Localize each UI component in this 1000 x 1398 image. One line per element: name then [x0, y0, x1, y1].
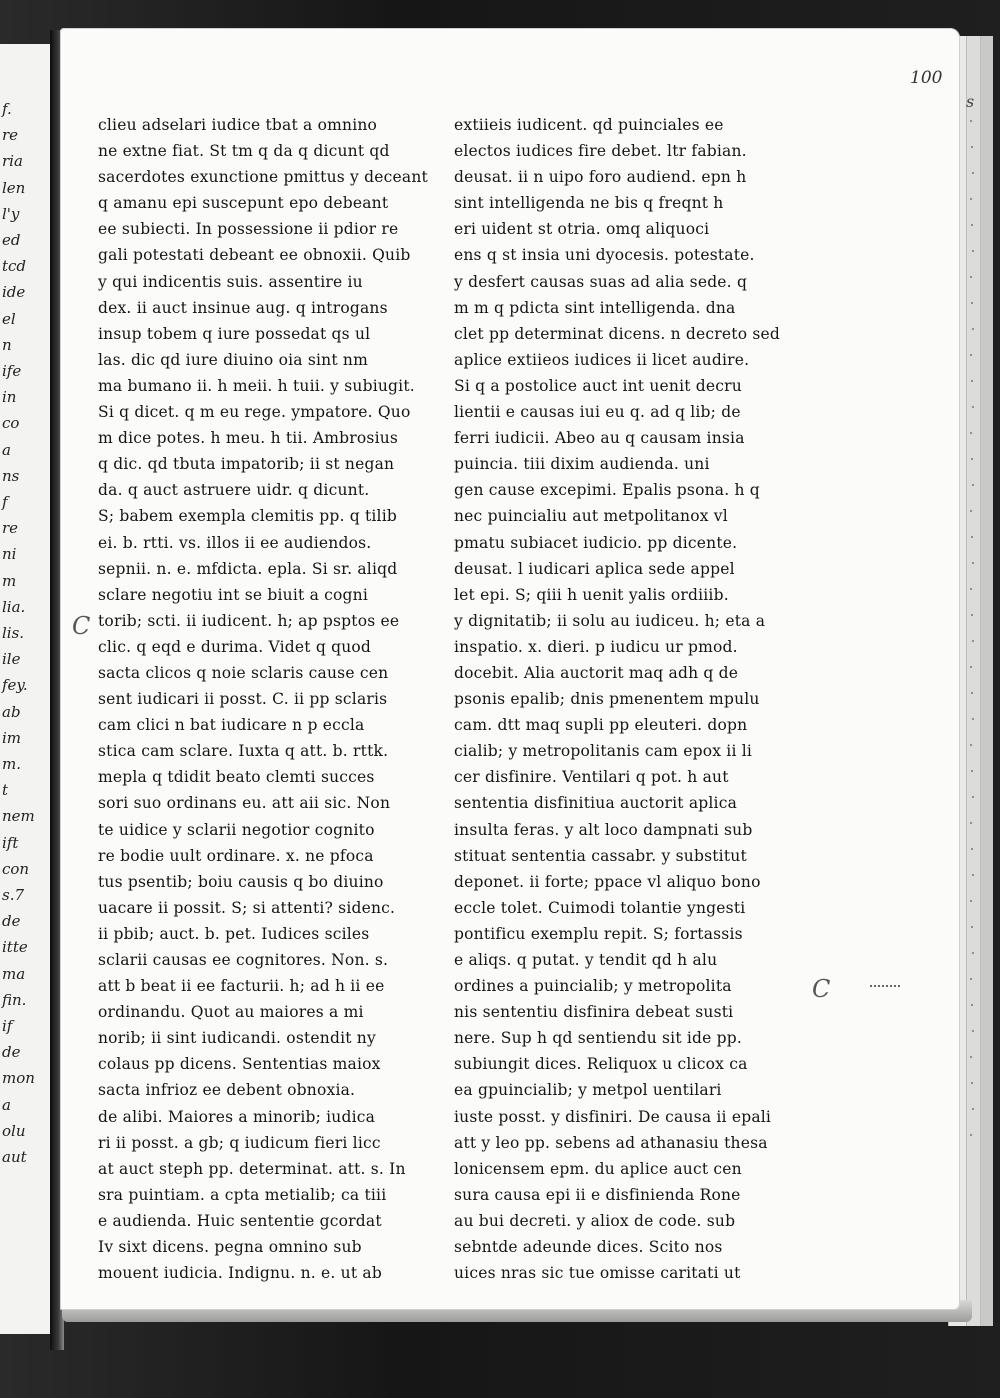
left-page-fragment: ife: [2, 362, 22, 380]
ruling-prick: [970, 276, 972, 278]
text-line: deponet. ii forte; ppace vl aliquo bono: [454, 872, 761, 891]
text-line: sacta clicos q noie sclaris cause cen: [98, 663, 389, 682]
text-line: att b beat ii ee facturii. h; ad h ii ee: [98, 977, 385, 996]
ruling-prick: [972, 1030, 974, 1032]
left-page-fragment: mon: [2, 1069, 35, 1088]
ruling-prick: [970, 510, 972, 512]
text-line: stituat sententia cassabr. y substitut: [454, 846, 747, 865]
ruling-prick: [970, 198, 972, 200]
ruling-prick: [970, 822, 972, 824]
text-line: sura causa epi ii e disfinienda Rone: [454, 1185, 741, 1204]
ruling-prick: [972, 562, 974, 564]
ruling-prick: [972, 250, 974, 252]
ruling-prick: [972, 874, 974, 876]
text-line: uices nras sic tue omisse caritati ut: [454, 1264, 741, 1283]
text-line: clieu adselari iudice tbat a omnino: [98, 116, 378, 134]
ruling-prick: [970, 978, 972, 980]
text-line: de alibi. Maiores a minorib; iudica: [98, 1107, 376, 1126]
page-edge: [966, 36, 981, 1326]
ruling-prick: [971, 224, 973, 226]
ruling-prick: [970, 354, 972, 356]
text-line: sori suo ordinans eu. att aii sic. Non: [98, 794, 391, 813]
text-line: cam clici n bat iudicare n p eccla: [98, 716, 365, 735]
left-page-fragment: re: [2, 519, 19, 538]
text-line: m dice potes. h meu. h tii. Ambrosius: [98, 429, 399, 448]
text-line: da. q auct astruere uidr. q dicunt.: [98, 481, 370, 500]
text-line: ferri iudicii. Abeo au q causam insia: [454, 429, 745, 448]
text-line: e aliqs. q putat. y tendit qd h alu: [454, 951, 718, 969]
text-line: nis sententiu disfinira debeat susti: [454, 1003, 734, 1022]
text-line: tus psentib; boiu causis q bo diuino: [98, 872, 384, 891]
left-page-fragment: co: [2, 414, 20, 433]
text-line: psonis epalib; dnis pmenentem mpulu: [454, 690, 760, 709]
text-column-right: [454, 112, 799, 1286]
ruling-prick: [972, 172, 974, 174]
text-line: deusat. ii n uipo foro audiend. epn h: [454, 168, 747, 187]
ruling-prick: [971, 380, 973, 382]
text-line: sepnii. n. e. mfdicta. epla. Si sr. aliqd: [98, 559, 398, 578]
text-line: sclare negotiu int se biuit a cogni: [98, 585, 369, 604]
left-page-fragment: tcd: [2, 257, 27, 276]
left-page-fragment: n: [2, 335, 12, 354]
ruling-prick: [972, 718, 974, 720]
text-line: colaus pp dicens. Sententias maiox: [98, 1055, 381, 1074]
text-line: torib; scti. ii iudicent. h; ap psptos ee: [98, 611, 400, 630]
text-line: at auct steph pp. determinat. att. s. In: [98, 1159, 406, 1178]
text-line: ri ii posst. a gb; q iudicum fieri licc: [98, 1133, 381, 1152]
text-line: ordinandu. Quot au maiores a mi: [98, 1003, 364, 1022]
left-page-fragment: nem: [2, 807, 35, 826]
left-page-fragment: fey.: [2, 676, 28, 695]
ruling-prick: [971, 926, 973, 928]
text-line: sacta infrioz ee debent obnoxia.: [98, 1081, 356, 1100]
ruling-prick: [971, 1082, 973, 1084]
text-line: mepla q tdidit beato clemti succes: [98, 768, 375, 787]
left-page-fragment: olu: [2, 1121, 26, 1140]
left-page-fragment: ns: [2, 466, 20, 485]
text-line: docebit. Alia auctorit maq adh q de: [454, 663, 739, 682]
text-line: pontificu exemplu repit. S; fortassis: [454, 924, 743, 943]
left-page-fragment: m.: [2, 755, 21, 773]
text-line: norib; ii sint iudicandi. ostendit ny: [98, 1029, 376, 1048]
text-line: sra puintiam. a cpta metialib; ca tiii: [98, 1185, 387, 1204]
text-line: m m q pdicta sint intelligenda. dna: [454, 298, 736, 317]
text-line: ee subiecti. In possessione ii pdior re: [98, 220, 399, 239]
ruling-prick: [971, 536, 973, 538]
left-page-fragment: a: [2, 440, 11, 459]
left-page-fragment: ile: [2, 650, 21, 669]
ruling-prick: [972, 406, 974, 408]
text-line: Si q dicet. q m eu rege. ympatore. Quo: [98, 403, 411, 422]
ruling-prick: [972, 640, 974, 642]
text-line: subiungit dices. Reliquox u clicox ca: [454, 1055, 748, 1074]
text-line: e audienda. Huic sententie gcordat: [98, 1211, 382, 1230]
text-line: insup tobem q iure possedat qs ul: [98, 324, 371, 343]
text-line: eri uident st otria. omq aliquoci: [454, 220, 710, 239]
left-facing-page: [0, 44, 52, 1334]
ruling-prick: [972, 328, 974, 330]
left-page-fragment: con: [2, 859, 30, 878]
page-edge: [980, 36, 993, 1326]
ruling-prick: [971, 1004, 973, 1006]
ruling-prick: [971, 848, 973, 850]
text-line: let epi. S; qiii h uenit yalis ordiiib.: [454, 585, 729, 604]
margin-mark: C: [812, 975, 831, 1003]
ruling-prick: [971, 614, 973, 616]
left-page-fragment: lis.: [2, 624, 25, 642]
left-page-fragment: len: [2, 178, 26, 197]
ruling-prick: [970, 900, 972, 902]
left-page-fragment: s.7: [2, 886, 25, 904]
text-line: cam. dtt maq supli pp eleuteri. dopn: [454, 716, 748, 735]
text-line: re bodie uult ordinare. x. ne pfoca: [98, 846, 374, 865]
left-page-fragment: l'y: [2, 204, 20, 223]
text-line: sent iudicari ii posst. C. ii pp sclaris: [98, 690, 388, 709]
left-page-fragment: de: [2, 1043, 21, 1062]
text-line: ea gpuincialib; y metpol uentilari: [454, 1081, 722, 1100]
text-line: gen cause excepimi. Epalis psona. h q: [454, 481, 760, 500]
left-page-fragment: itte: [2, 938, 28, 957]
text-column-left: [98, 112, 438, 1286]
text-line: lientii e causas iui eu q. ad q lib; de: [454, 403, 741, 422]
ruling-prick: [970, 120, 972, 122]
text-line: q dic. qd tbuta impatorib; ii st negan: [98, 455, 395, 474]
left-page-fragment: f: [2, 493, 8, 511]
left-page-fragment: f.: [2, 100, 12, 118]
text-line: deusat. l iudicari aplica sede appel: [454, 559, 735, 578]
left-page-fragment: el: [2, 309, 16, 328]
text-line: dex. ii auct insinue aug. q introgans: [98, 298, 388, 317]
text-line: extiieis iudicent. qd puinciales ee: [454, 116, 724, 134]
text-line: te uidice y sclarii negotior cognito: [98, 820, 375, 839]
text-line: iuste posst. y disfiniri. De causa ii epali: [454, 1107, 772, 1126]
text-line: pmatu subiacet iudicio. pp dicente.: [454, 533, 738, 552]
left-page-fragment: if: [2, 1017, 13, 1035]
margin-letter: s: [966, 92, 975, 111]
left-page-fragment: ni: [2, 545, 17, 564]
text-line: stica cam sclare. Iuxta q att. b. rttk.: [98, 742, 389, 761]
text-line: ordines a puincialib; y metropolita: [454, 977, 732, 996]
text-line: eccle tolet. Cuimodi tolantie yngesti: [454, 898, 746, 917]
left-page-fragment: t: [2, 781, 9, 800]
text-line: clet pp determinat dicens. n decreto sed: [454, 324, 781, 343]
ruling-prick: [972, 796, 974, 798]
text-line: sint intelligenda ne bis q freqnt h: [454, 194, 724, 213]
left-page-fragment: a: [2, 1095, 11, 1114]
text-line: sclarii causas ee cognitores. Non. s.: [98, 951, 389, 969]
text-line: electos iudices fire debet. ltr fabian.: [454, 142, 747, 161]
ruling-prick: [970, 1056, 972, 1058]
text-line: inspatio. x. dieri. p iudicu ur pmod.: [454, 637, 738, 656]
text-line: mouent iudicia. Indignu. n. e. ut ab: [98, 1264, 382, 1283]
text-line: nere. Sup h qd sentiendu sit ide pp.: [454, 1029, 743, 1048]
text-line: ens q st insia uni dyocesis. potestate.: [454, 246, 755, 265]
left-page-fragment: aut: [2, 1148, 27, 1166]
text-line: q amanu epi suscepunt epo debeant: [98, 194, 389, 213]
left-page-fragment: ria: [2, 152, 23, 171]
ruling-prick: [971, 692, 973, 694]
text-line: y qui indicentis suis. assentire iu: [98, 272, 363, 291]
text-line: sacerdotes exunctione pmittus y deceant: [98, 168, 428, 187]
text-line: au bui decreti. y aliox de code. sub: [454, 1211, 736, 1230]
left-page-fragment: de: [2, 912, 21, 931]
margin-scribble: [870, 985, 900, 990]
left-page-fragment: re: [2, 126, 19, 145]
text-line: sententia disfinitiua auctorit aplica: [454, 794, 738, 813]
text-line: puincia. tiii dixim audienda. uni: [454, 455, 710, 474]
ruling-prick: [971, 458, 973, 460]
ruling-prick: [972, 952, 974, 954]
text-line: clic. q eqd e durima. Videt q quod: [98, 637, 372, 656]
left-page-fragment: fin.: [2, 990, 27, 1009]
text-line: ma bumano ii. h meii. h tuii. y subiugit.: [98, 376, 415, 395]
text-line: Iv sixt dicens. pegna omnino sub: [98, 1238, 362, 1257]
ruling-prick: [970, 666, 972, 668]
ruling-prick: [972, 484, 974, 486]
left-page-fragment: ma: [2, 964, 26, 983]
left-page-fragment: ift: [2, 833, 19, 852]
left-page-fragment: lia.: [2, 597, 26, 616]
text-line: insulta feras. y alt loco dampnati sub: [454, 820, 753, 839]
text-line: uacare ii possit. S; si attenti? sidenc.: [98, 898, 396, 917]
text-line: nec puincialiu aut metpolitanox vl: [454, 507, 728, 526]
left-page-fragment: in: [2, 388, 17, 407]
text-line: att y leo pp. sebens ad athanasiu thesa: [454, 1133, 768, 1152]
ruling-prick: [971, 146, 973, 148]
left-page-fragment: ab: [2, 702, 21, 721]
text-line: S; babem exempla clemitis pp. q tilib: [98, 507, 397, 526]
ruling-prick: [972, 1108, 974, 1110]
text-line: Si q a postolice auct int uenit decru: [454, 376, 742, 395]
text-line: cialib; y metropolitanis cam epox ii li: [454, 742, 753, 761]
left-page-fragment: ed: [2, 231, 21, 249]
ruling-prick: [970, 744, 972, 746]
text-line: cer disfinire. Ventilari q pot. h aut: [454, 768, 729, 787]
left-page-fragment: m: [2, 571, 17, 590]
text-line: ei. b. rtti. vs. illos ii ee audiendos.: [98, 533, 372, 552]
text-line: las. dic qd iure diuino oia sint nm: [98, 350, 368, 369]
text-line: ne extne fiat. St tm q da q dicunt qd: [98, 142, 390, 161]
text-line: lonicensem epm. du aplice auct cen: [454, 1159, 742, 1178]
text-line: ii pbib; auct. b. pet. Iudices sciles: [98, 924, 370, 943]
ruling-prick: [970, 588, 972, 590]
ruling-prick: [970, 432, 972, 434]
left-page-fragment: ide: [2, 283, 26, 302]
text-line: sebntde adeunde dices. Scito nos: [454, 1238, 723, 1257]
ruling-prick: [971, 302, 973, 304]
text-line: y dignitatib; ii solu au iudiceu. h; eta a: [454, 611, 766, 630]
text-line: gali potestati debeant ee obnoxii. Quib: [98, 246, 411, 265]
margin-mark: C: [72, 612, 91, 640]
text-line: aplice extiieos iudices ii licet audire.: [454, 350, 750, 369]
folio-number: 100: [910, 68, 943, 88]
ruling-prick: [970, 1134, 972, 1136]
left-page-fragment: im: [2, 728, 22, 747]
text-line: y desfert causas suas ad alia sede. q: [454, 272, 748, 291]
ruling-prick: [971, 770, 973, 772]
